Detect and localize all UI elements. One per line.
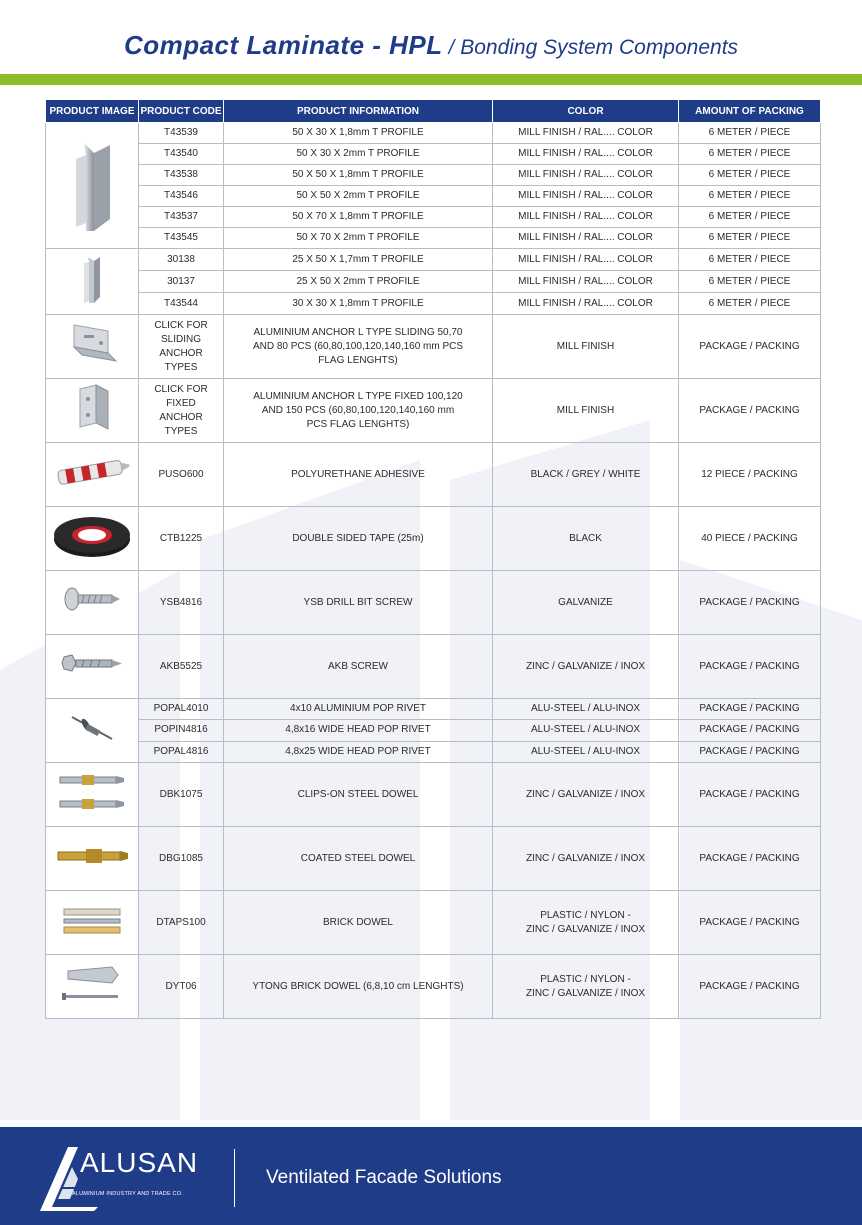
small-t-profile-icon (46, 249, 139, 309)
product-information: CLIPS-ON STEEL DOWEL (224, 763, 493, 827)
product-color: MILL FINISH (493, 315, 679, 379)
amount-of-packing: 6 METER / PIECE (679, 165, 821, 186)
coated-dowel-image (46, 827, 139, 891)
product-information: AKB SCREW (224, 635, 493, 699)
product-code: T43539 (139, 123, 224, 144)
small-t-profile-image (46, 249, 139, 315)
amount-of-packing: 6 METER / PIECE (679, 228, 821, 249)
table-row (46, 228, 821, 249)
product-color: MILL FINISH / RAL.... COLOR (493, 271, 679, 293)
product-color: MILL FINISH / RAL.... COLOR (493, 186, 679, 207)
product-color: ZINC / GALVANIZE / INOX (493, 635, 679, 699)
col-header-product-information: PRODUCT INFORMATION (224, 100, 493, 123)
product-color: MILL FINISH / RAL.... COLOR (493, 249, 679, 271)
product-information: YSB DRILL BIT SCREW (224, 571, 493, 635)
amount-of-packing: PACKAGE / PACKING (679, 763, 821, 827)
product-information: 25 X 50 X 2mm T PROFILE (224, 271, 493, 293)
page-footer (0, 1127, 862, 1225)
product-code: POPAL4010 (139, 699, 224, 720)
product-code: T43538 (139, 165, 224, 186)
product-information: 25 X 50 X 1,7mm T PROFILE (224, 249, 493, 271)
product-information: YTONG BRICK DOWEL (6,8,10 cm LENGHTS) (224, 955, 493, 1019)
amount-of-packing: 6 METER / PIECE (679, 249, 821, 271)
product-information: 30 X 30 X 1,8mm T PROFILE (224, 293, 493, 315)
hex-screw-icon (46, 635, 139, 693)
table-row (46, 123, 821, 144)
t-profile-image (46, 123, 139, 249)
product-code: T43544 (139, 293, 224, 315)
table-row (46, 891, 821, 955)
amount-of-packing: PACKAGE / PACKING (679, 720, 821, 741)
adhesive-image (46, 443, 139, 507)
table-row (46, 827, 821, 891)
amount-of-packing: 6 METER / PIECE (679, 186, 821, 207)
footer-tagline: Ventilated Facade Solutions (266, 1167, 502, 1188)
title-separator: / (448, 37, 455, 59)
table-row (46, 571, 821, 635)
product-code: POPAL4816 (139, 741, 224, 762)
product-color: MILL FINISH / RAL.... COLOR (493, 293, 679, 315)
product-information: COATED STEEL DOWEL (224, 827, 493, 891)
col-header-amount-of-packing: AMOUNT OF PACKING (679, 100, 821, 123)
table-row (46, 720, 821, 741)
amount-of-packing: PACKAGE / PACKING (679, 741, 821, 762)
product-color: MILL FINISH / RAL.... COLOR (493, 207, 679, 228)
title-sub: Bonding System Components (460, 36, 739, 59)
amount-of-packing: 6 METER / PIECE (679, 293, 821, 315)
product-code: T43545 (139, 228, 224, 249)
amount-of-packing: 6 METER / PIECE (679, 144, 821, 165)
product-color: ZINC / GALVANIZE / INOX (493, 827, 679, 891)
amount-of-packing: PACKAGE / PACKING (679, 379, 821, 443)
page-title (0, 30, 862, 61)
footer-divider (234, 1149, 235, 1207)
amount-of-packing: PACKAGE / PACKING (679, 571, 821, 635)
product-color: BLACK (493, 507, 679, 571)
akb-screw-image (46, 635, 139, 699)
col-header-color: COLOR (493, 100, 679, 123)
table-row (46, 741, 821, 762)
col-header-product-code: PRODUCT CODE (139, 100, 224, 123)
t-profile-icon (46, 123, 139, 243)
clips-on-dowel-image (46, 763, 139, 827)
table-row (46, 379, 821, 443)
tape-roll-icon (46, 507, 139, 565)
product-color: PLASTIC / NYLON - ZINC / GALVANIZE / INOX (493, 955, 679, 1019)
adhesive-tube-icon (46, 443, 139, 501)
drill-screw-icon (46, 571, 139, 629)
amount-of-packing: 6 METER / PIECE (679, 207, 821, 228)
product-code: DBG1085 (139, 827, 224, 891)
table-row (46, 271, 821, 293)
tape-image (46, 507, 139, 571)
product-information: 50 X 50 X 2mm T PROFILE (224, 186, 493, 207)
table-row (46, 293, 821, 315)
click-for-fixed-anchor-types[interactable]: CLICK FOR FIXED ANCHOR TYPES (139, 379, 224, 443)
col-header-product-image: PRODUCT IMAGE (46, 100, 139, 123)
table-row (46, 207, 821, 228)
product-information: DOUBLE SIDED TAPE (25m) (224, 507, 493, 571)
product-color: ALU-STEEL / ALU-INOX (493, 741, 679, 762)
amount-of-packing: 40 PIECE / PACKING (679, 507, 821, 571)
brick-dowel-image (46, 891, 139, 955)
product-code: T43537 (139, 207, 224, 228)
amount-of-packing: PACKAGE / PACKING (679, 635, 821, 699)
product-color: MILL FINISH / RAL.... COLOR (493, 228, 679, 249)
brick-dowel-icon (46, 891, 139, 949)
drill-screw-image (46, 571, 139, 635)
product-code: AKB5525 (139, 635, 224, 699)
product-color: BLACK / GREY / WHITE (493, 443, 679, 507)
product-code: 30138 (139, 249, 224, 271)
table-row (46, 763, 821, 827)
amount-of-packing: PACKAGE / PACKING (679, 891, 821, 955)
product-information: ALUMINIUM ANCHOR L TYPE SLIDING 50,70 AND 80 PCS (60,80,100,120,140,160 mm PCS FLAG LENGHTS) (224, 315, 493, 379)
coated-dowel-icon (46, 827, 139, 885)
table-row (46, 186, 821, 207)
title-main: Compact Laminate - HPL (123, 30, 443, 60)
product-code: T43540 (139, 144, 224, 165)
click-for-sliding-anchor-types[interactable]: CLICK FOR SLIDING ANCHOR TYPES (139, 315, 224, 379)
product-information: 50 X 70 X 1,8mm T PROFILE (224, 207, 493, 228)
table-row (46, 507, 821, 571)
product-code: CTB1225 (139, 507, 224, 571)
product-code: DTAPS100 (139, 891, 224, 955)
fixed-anchor-image (46, 379, 139, 443)
product-information: 50 X 30 X 2mm T PROFILE (224, 144, 493, 165)
product-information: BRICK DOWEL (224, 891, 493, 955)
page-header (0, 0, 862, 76)
amount-of-packing: PACKAGE / PACKING (679, 699, 821, 720)
amount-of-packing: 6 METER / PIECE (679, 271, 821, 293)
pop-rivet-image (46, 699, 139, 763)
product-color: GALVANIZE (493, 571, 679, 635)
amount-of-packing: PACKAGE / PACKING (679, 315, 821, 379)
fixed-anchor-icon (46, 379, 139, 437)
product-information: 4,8x25 WIDE HEAD POP RIVET (224, 741, 493, 762)
product-color: ALU-STEEL / ALU-INOX (493, 720, 679, 741)
sliding-anchor-icon (46, 315, 139, 373)
product-code: PUSO600 (139, 443, 224, 507)
product-information: POLYURETHANE ADHESIVE (224, 443, 493, 507)
product-information: ALUMINIUM ANCHOR L TYPE FIXED 100,120 AND 150 PCS (60,80,100,120,140,160 mm PCS FLAG LENGHTS) (224, 379, 493, 443)
amount-of-packing: 6 METER / PIECE (679, 123, 821, 144)
ytong-dowel-icon (46, 955, 139, 1013)
ytong-dowel-image (46, 955, 139, 1019)
product-color: PLASTIC / NYLON - ZINC / GALVANIZE / INOX (493, 891, 679, 955)
product-color: MILL FINISH / RAL.... COLOR (493, 123, 679, 144)
table-row (46, 443, 821, 507)
product-color: MILL FINISH / RAL.... COLOR (493, 144, 679, 165)
product-code: POPIN4816 (139, 720, 224, 741)
product-code: 30137 (139, 271, 224, 293)
product-information: 4x10 ALUMINIUM POP RIVET (224, 699, 493, 720)
steel-dowel-icon (46, 763, 139, 821)
table-row (46, 165, 821, 186)
table-row (46, 249, 821, 271)
product-information: 4,8x16 WIDE HEAD POP RIVET (224, 720, 493, 741)
table-row (46, 635, 821, 699)
table-row (46, 699, 821, 720)
pop-rivet-icon (46, 699, 139, 757)
amount-of-packing: PACKAGE / PACKING (679, 827, 821, 891)
brand-subtitle: ALUMINIUM INDUSTRY AND TRADE CO. (72, 1191, 183, 1197)
table-row (46, 955, 821, 1019)
product-information: 50 X 30 X 1,8mm T PROFILE (224, 123, 493, 144)
product-color: ALU-STEEL / ALU-INOX (493, 699, 679, 720)
product-information: 50 X 70 X 2mm T PROFILE (224, 228, 493, 249)
product-color: MILL FINISH (493, 379, 679, 443)
table-row (46, 144, 821, 165)
product-code: DYT06 (139, 955, 224, 1019)
product-color: ZINC / GALVANIZE / INOX (493, 763, 679, 827)
product-information: 50 X 50 X 1,8mm T PROFILE (224, 165, 493, 186)
product-code: YSB4816 (139, 571, 224, 635)
amount-of-packing: PACKAGE / PACKING (679, 955, 821, 1019)
green-accent-bar (0, 74, 862, 85)
products-table (45, 99, 821, 1019)
product-code: T43546 (139, 186, 224, 207)
sliding-anchor-image (46, 315, 139, 379)
table-row (46, 315, 821, 379)
product-color: MILL FINISH / RAL.... COLOR (493, 165, 679, 186)
brand-name: ALUSAN (80, 1147, 199, 1178)
product-code: DBK1075 (139, 763, 224, 827)
amount-of-packing: 12 PIECE / PACKING (679, 443, 821, 507)
